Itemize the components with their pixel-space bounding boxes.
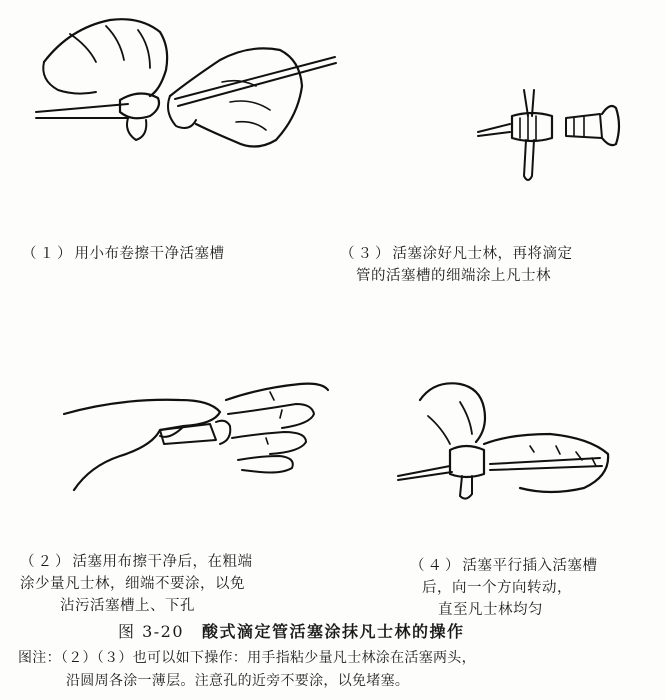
caption-text-line: 活塞平行插入活塞槽 — [462, 558, 598, 574]
caption-number: （４） — [410, 558, 463, 574]
stopcock-and-plug-illustration — [470, 80, 640, 190]
figure-title — [118, 619, 465, 642]
hand-wiping-stopcock-groove-illustration — [0, 0, 340, 170]
caption-3 — [340, 243, 573, 287]
illustration-2 — [60, 370, 350, 520]
figure-note — [18, 647, 476, 693]
hand-rotating-plug-illustration — [380, 380, 650, 510]
caption-text-line: 管的活塞槽的细端涂上凡士林 — [356, 268, 551, 284]
caption-text-line: 涂少量凡士林，细端不要涂，以免 — [20, 576, 245, 592]
caption-4 — [410, 555, 598, 621]
figure-title-text: 酸式滴定管活塞涂抹凡士林的操作 — [202, 622, 465, 641]
caption-2 — [20, 551, 253, 617]
caption-number: （３） — [340, 246, 393, 262]
caption-1 — [22, 243, 225, 265]
figure-note-line-1: 图注：（２）（３）也可以如下操作：用手指粘少量凡士林涂在活塞两头， — [18, 650, 476, 666]
caption-text-line: 沾污活塞槽上、下孔 — [60, 598, 195, 614]
figure-note-line-2: 沿圆周各涂一薄层。注意孔的近旁不要涂，以免堵塞。 — [66, 673, 410, 689]
caption-text-line: 后，向一个方向转动， — [422, 580, 572, 596]
caption-number: （１） — [22, 246, 75, 262]
fingers-greasing-plug-illustration — [60, 370, 350, 520]
caption-text-line: 用小布卷擦干净活塞槽 — [74, 246, 225, 262]
caption-text-line: 活塞用布擦干净后，在粗端 — [72, 554, 253, 570]
figure-label: 图 3-20 — [118, 622, 185, 641]
illustration-3 — [470, 80, 640, 190]
caption-text-line: 活塞涂好凡士林，再将滴定 — [392, 246, 573, 262]
illustration-4 — [380, 380, 650, 510]
caption-text-line: 直至凡士林均匀 — [438, 602, 543, 618]
illustration-1 — [0, 0, 340, 170]
caption-number: （２） — [20, 554, 73, 570]
